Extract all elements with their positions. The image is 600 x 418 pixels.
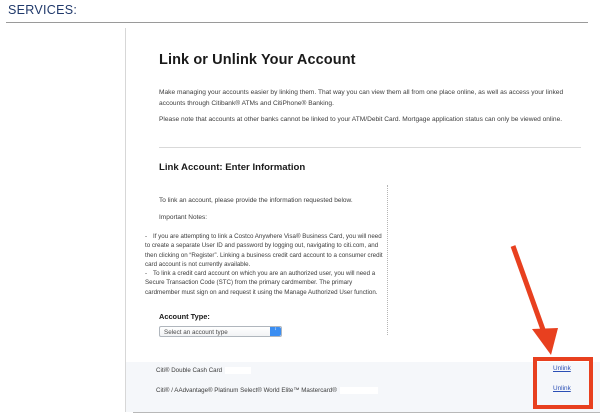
note-item-2	[145, 269, 385, 297]
note-dash: -	[145, 233, 148, 240]
masked-account-number-2	[340, 387, 378, 394]
account-type-label: Account Type:	[159, 312, 210, 321]
account-name-2	[156, 386, 378, 395]
note-item-1	[145, 232, 385, 270]
unlink-link-2[interactable]: Unlink	[553, 385, 571, 392]
intro-paragraph-1: Make managing your accounts easier by linking them. That way you can view them all from one place online, as well as access your linked accounts through Citibank® ATMs and CitiPhone® Banking.	[159, 89, 564, 107]
masked-account-number-1	[225, 367, 251, 374]
section-divider	[159, 147, 581, 148]
page-title: Link or Unlink Your Account	[159, 52, 356, 68]
topbar-divider	[6, 22, 588, 23]
left-sidebar-column	[0, 24, 125, 418]
bottom-divider	[133, 412, 600, 413]
table-row	[126, 382, 600, 407]
account-name-1	[156, 366, 251, 375]
note-dash: -	[145, 270, 148, 277]
account-type-select[interactable]	[159, 326, 282, 337]
main-content	[126, 24, 600, 418]
note-item-1-text: If you are attempting to link a Costco Anywhere Visa® Business Card, you will need to create a separate User ID and password by logging out, navigating to citi.com, and then clicking on “Register”. Linking a business credit card account to a consumer credit card account is not currently available.	[145, 233, 383, 269]
top-bar	[0, 0, 600, 24]
account-type-selected-value: Select an account type	[164, 329, 228, 336]
intro-paragraph-2: Please note that accounts at other banks cannot be linked to your ATM/Debit Card. Mortgage application status can only be viewed online.	[159, 116, 563, 123]
account-name-2-text: Citi® / AAdvantage® Platinum Select® World Elite™ Mastercard®	[156, 387, 337, 394]
chevron-updown-glyph: ↕	[274, 326, 277, 332]
unlink-link-1[interactable]: Unlink	[553, 365, 571, 372]
account-name-1-text: Citi® Double Cash Card	[156, 367, 223, 374]
note-item-2-text: To link a credit card account on which you are an authorized user, you will need a Secure Transaction Code (STC) from the primary cardmember. The primary cardmember must sign on and request it using the Manage Authorized User function.	[145, 270, 378, 296]
linked-accounts-panel	[126, 362, 600, 412]
section-title: Link Account: Enter Information	[159, 162, 306, 173]
notes-dotted-separator	[387, 185, 388, 335]
chevron-updown-icon[interactable]	[270, 327, 281, 336]
services-label: SERVICES:	[8, 3, 78, 17]
important-notes-heading: Important Notes:	[159, 214, 208, 221]
section-lead-text: To link an account, please provide the information requested below.	[159, 197, 353, 204]
